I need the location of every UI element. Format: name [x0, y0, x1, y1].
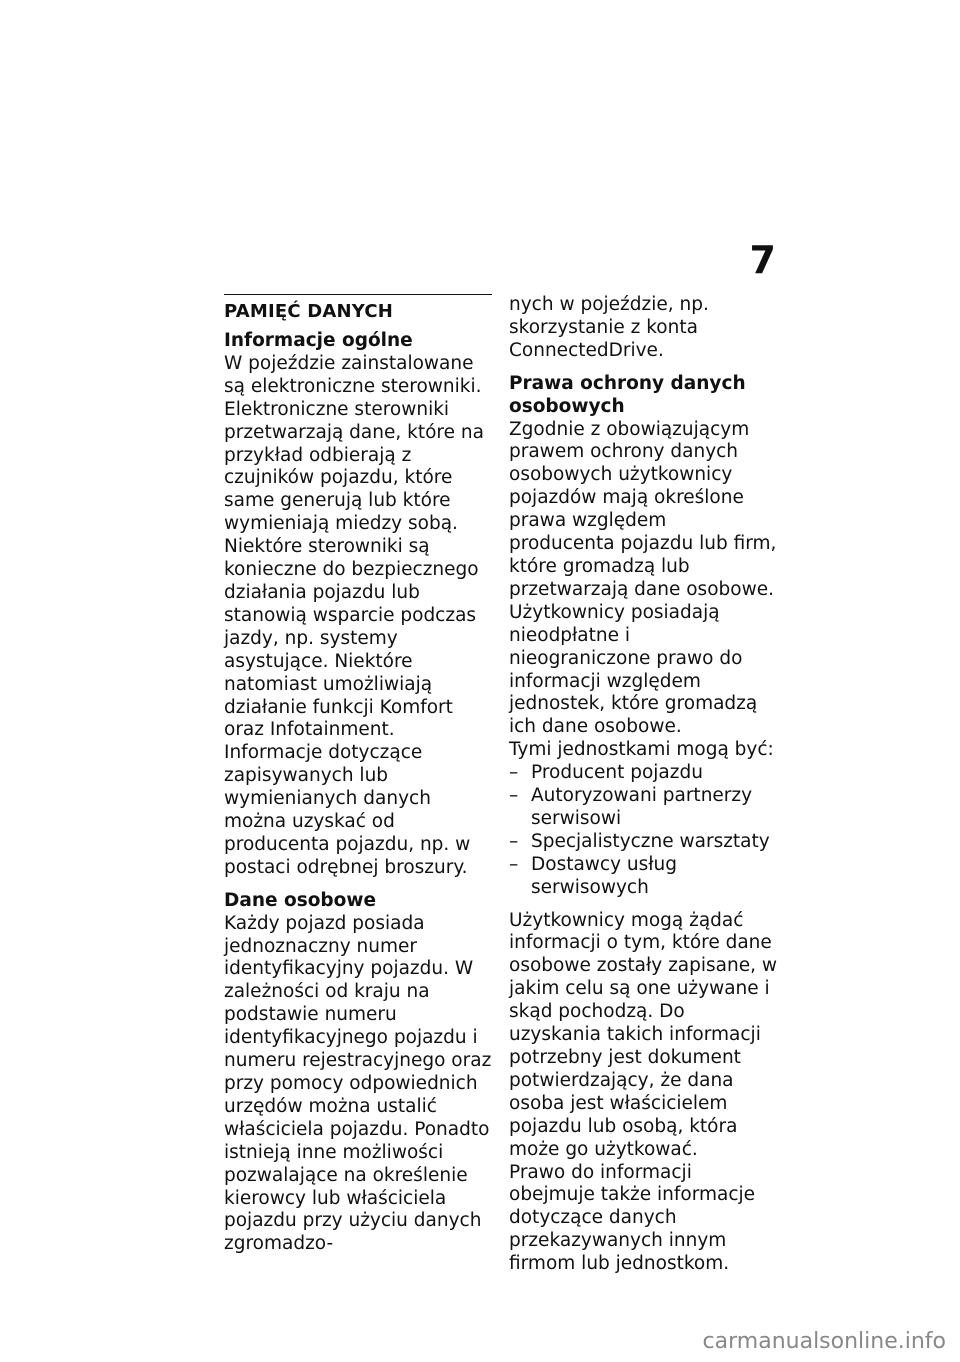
heading-data-protection-rights: Prawa ochrony danych osobowych: [509, 372, 746, 417]
paragraph: Użytkownicy posiadają nieodpłatne i nieograniczone prawo do informacji względem jednostek, które gromadzą ich dane osobowe.: [509, 601, 758, 738]
paragraph: Każdy pojazd posiada jednoznaczny numer identyfikacyjny pojazdu. W zależności od kraju na podstawie numeru identyfikacyjnego pojazdu i numeru rejestracyjnego oraz przy pomocy odpowiednich urzędów można ustalić właściciela pojazdu. Ponadto istnieją inne możliwości pozwalające na określenie kierowcy lub właściciela pojazdu przy użyciu danych zgromadzo-: [224, 912, 492, 1255]
paragraph: Zgodnie z obowiązującym prawem ochrony danych osobowych użytkownicy pojazdów mają określone prawa względem producenta pojazdu lub firm, które gromadzą lub przetwarzają dane osobowe.: [509, 418, 777, 600]
entities-list: [509, 762, 777, 899]
paragraph: Tymi jednostkami mogą być:: [509, 739, 774, 761]
list-item: – Producent pojazdu: [509, 762, 777, 785]
heading-personal-data: Dane osobowe: [224, 889, 377, 911]
paragraph: W pojeździe zainstalowane są elektroniczne sterowniki. Elektroniczne sterowniki przetwarzają dane, które na przykład odbierają z czujników pojazdu, które same generują lub które wymieniają miedzy sobą. Niektóre sterowniki są konieczne do bezpiecznego działania pojazdu lub stanowią wsparcie podczas jazdy, np. systemy asystujące. Niektóre natomiast umożliwiają działanie funkcji Komfort oraz Infotainment.: [224, 352, 484, 741]
left-column: [224, 294, 492, 1256]
paragraph: Informacje dotyczące zapisywanych lub wymienianych danych można uzyskać od producenta pojazdu, np. w postaci odrębnej broszury.: [224, 742, 471, 878]
list-item: – Specjalistyczne warsztaty: [509, 831, 777, 854]
page-number: 7: [749, 238, 776, 282]
paragraph: Użytkownicy mogą żądać informacji o tym, które dane osobowe zostały zapisane, w jakim celu są one używane i skąd pochodzą. Do uzyskania takich informacji potrzebny jest dokument potwierdzający, że dana osoba jest właścicielem pojazdu lub osobą, która może go użytkować.: [509, 909, 777, 1160]
list-item: – Dostawcy usług serwisowych: [509, 854, 777, 900]
list-item: – Autoryzowani partnerzy serwisowi: [509, 785, 777, 831]
section-rule: [224, 294, 492, 295]
section-title: PAMIĘĆ DANYCH: [224, 301, 394, 322]
watermark: carmanualsonline.info: [702, 1329, 946, 1354]
paragraph: nych w pojeździe, np. skorzystanie z konta ConnectedDrive.: [509, 294, 709, 361]
heading-general-info: Informacje ogólne: [224, 330, 413, 351]
paragraph: Prawo do informacji obejmuje także informacje dotyczące danych przekazywanych innym firmom lub jednostkom.: [509, 1161, 756, 1275]
right-column: [509, 294, 777, 1276]
